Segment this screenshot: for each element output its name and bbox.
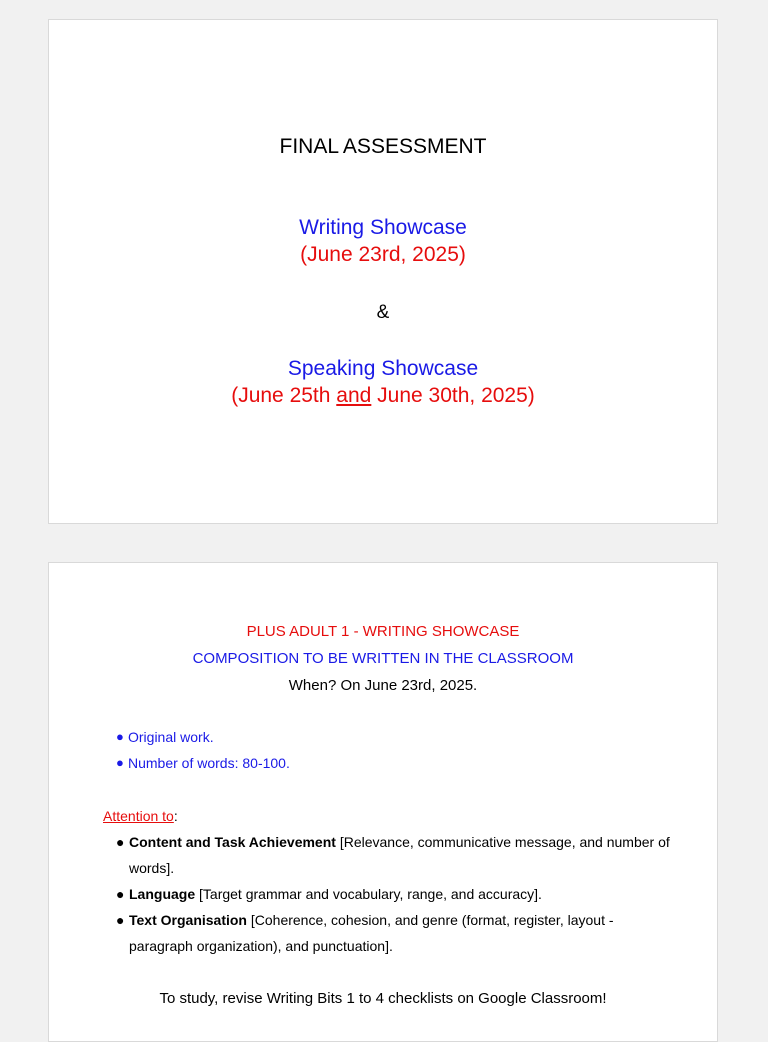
page-title: FINAL ASSESSMENT [279,135,487,158]
speaking-showcase-title: Speaking Showcase [287,357,479,380]
criterion-detail: [Target grammar and vocabulary, range, and accuracy]. [195,886,542,902]
list-item [116,829,676,881]
composition-heading: COMPOSITION TO BE WRITTEN IN THE CLASSROOM [192,650,574,667]
document-page-2 [48,562,718,1042]
speaking-showcase-date [49,384,717,408]
bullet-icon: ● [116,834,125,850]
speaking-date-end: June 30th, 2025) [371,384,535,407]
speaking-date-start: (June 25th [231,384,337,407]
bullet-icon: ● [116,886,125,902]
criterion-name: Content and Task Achievement [129,834,336,850]
criterion-name: Text Organisation [129,912,247,928]
criterion-detail: [Relevance, communicative message, and number of words]. [129,834,670,876]
attention-colon: : [173,808,178,824]
study-note: To study, revise Writing Bits 1 to 4 checklists on Google Classroom! [159,990,607,1007]
ampersand: & [376,302,390,323]
bullet-icon: ● [116,755,124,770]
when-line: When? On June 23rd, 2025. [288,677,478,694]
criterion-name: Language [129,886,196,902]
requirement-text: Number of words: 80-100. [128,755,290,771]
list-item [116,881,676,907]
attention-label-text: Attention to [103,808,174,824]
speaking-date-and: and [336,384,372,407]
requirement-text: Original work. [128,729,214,745]
list-item [116,907,676,959]
criterion-detail: [Coherence, cohesion, and genre (format, register, layout - paragraph organization), and punctuation]. [129,912,614,954]
bullet-icon: ● [116,729,124,744]
document-page-1 [48,19,718,524]
bullet-icon: ● [116,912,125,928]
attention-label [103,808,178,824]
writing-showcase-date: (June 23rd, 2025) [300,243,466,266]
writing-showcase-title: Writing Showcase [299,216,467,239]
writing-showcase-heading: PLUS ADULT 1 - WRITING SHOWCASE [246,623,520,640]
